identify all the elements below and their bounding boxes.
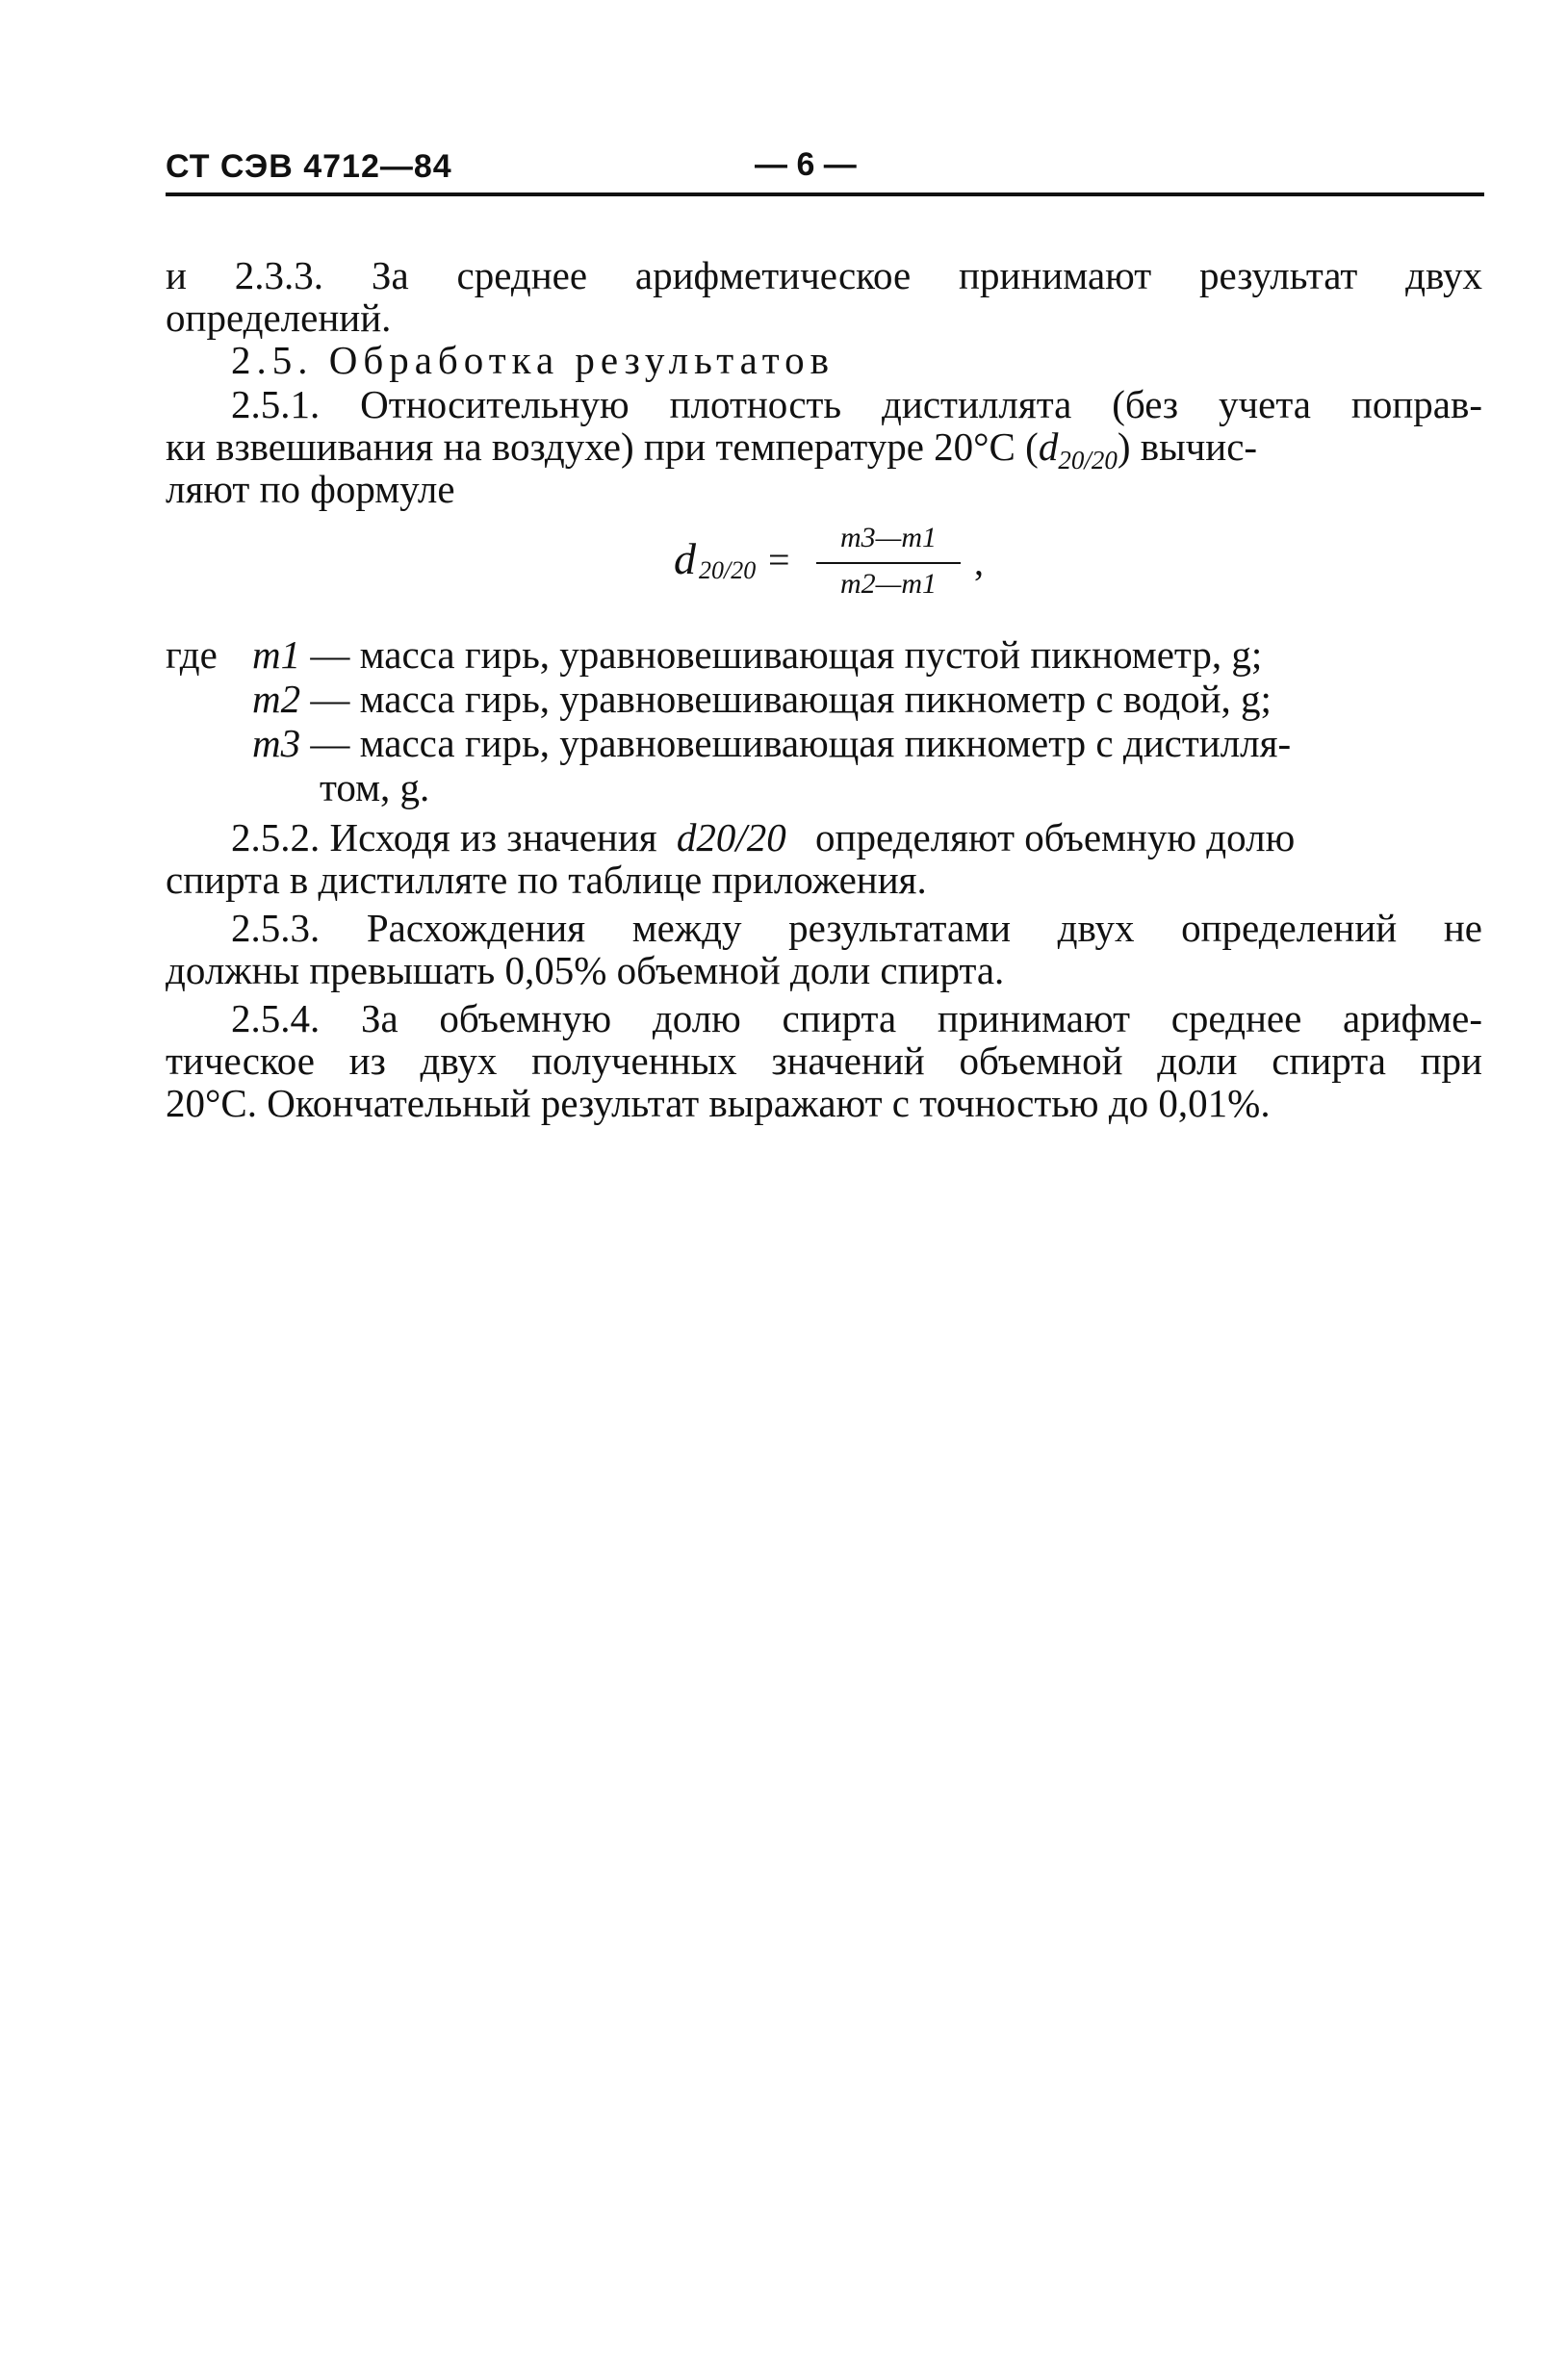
definition-line <box>252 676 1272 722</box>
definition-text: — масса гирь, уравновешивающая пикнометр с дистилля- <box>310 721 1292 765</box>
definition-text: — масса гирь, уравновешивающая пикнометр с водой, g; <box>310 677 1272 721</box>
paragraph-line: тическое из двух полученных значений объемной доли спирта при <box>166 1039 1482 1083</box>
header-rule <box>166 192 1484 196</box>
formula-equals: = <box>768 538 790 581</box>
definition-line <box>252 720 1291 766</box>
density-formula <box>674 522 991 614</box>
density-symbol: d20/20 <box>676 815 786 859</box>
formula-lhs-symbol: d <box>674 534 696 583</box>
definition-text: — масса гирь, уравновешивающая пустой пикнометр, g; <box>310 632 1263 677</box>
text-segment: ) вычис- <box>1117 424 1258 469</box>
definition-continuation: том, g. <box>320 765 430 809</box>
definition-line <box>252 631 1262 678</box>
paragraph-line: 2.5.4. За объемную долю спирта принимают среднее арифме- <box>231 996 1482 1040</box>
where-label: где <box>166 632 218 677</box>
paragraph-line <box>231 814 1295 860</box>
standard-code: СТ СЭВ 4712—84 <box>166 148 452 185</box>
paragraph-line: 20°С. Окончательный результат выражают с точностью до 0,01%. <box>166 1081 1271 1125</box>
paragraph-line: ляют по формуле <box>166 467 455 511</box>
variable-symbol: m2 <box>252 677 301 721</box>
density-symbol: d <box>1038 424 1059 469</box>
density-subscript: 20/20 <box>1058 446 1118 475</box>
variable-symbol: m3 <box>252 721 301 765</box>
text-segment: 2.5.2. Исходя из значения <box>231 815 657 859</box>
text-segment: определяют объемную долю <box>815 815 1296 859</box>
text-segment: ки взвешивания на воздухе) при температуре 20°С ( <box>166 424 1039 469</box>
variable-symbol: m1 <box>252 632 301 677</box>
paragraph-line: должны превышать 0,05% объемной доли спирта. <box>166 948 1005 992</box>
page-header <box>166 144 1482 194</box>
formula-lhs-subscript: 20/20 <box>699 556 757 584</box>
fraction-bar <box>816 562 961 564</box>
paragraph-line: определений. <box>166 295 392 340</box>
paragraph-line: спирта в дистилляте по таблице приложения. <box>166 858 927 902</box>
formula-numerator: m3—m1 <box>839 522 937 553</box>
section-heading: 2.5. Обработка результатов <box>231 338 835 382</box>
formula-comma: , <box>974 540 984 583</box>
paragraph-line: и 2.3.3. За среднее арифметическое принимают результат двух <box>166 253 1482 297</box>
paragraph-line: 2.5.1. Относительную плотность дистиллята (без учета поправ- <box>231 382 1482 426</box>
formula-denominator: m2—m1 <box>839 568 937 600</box>
page-number: — 6 — <box>755 146 857 183</box>
paragraph-line: 2.5.3. Расхождения между результатами двух определений не <box>231 906 1482 950</box>
